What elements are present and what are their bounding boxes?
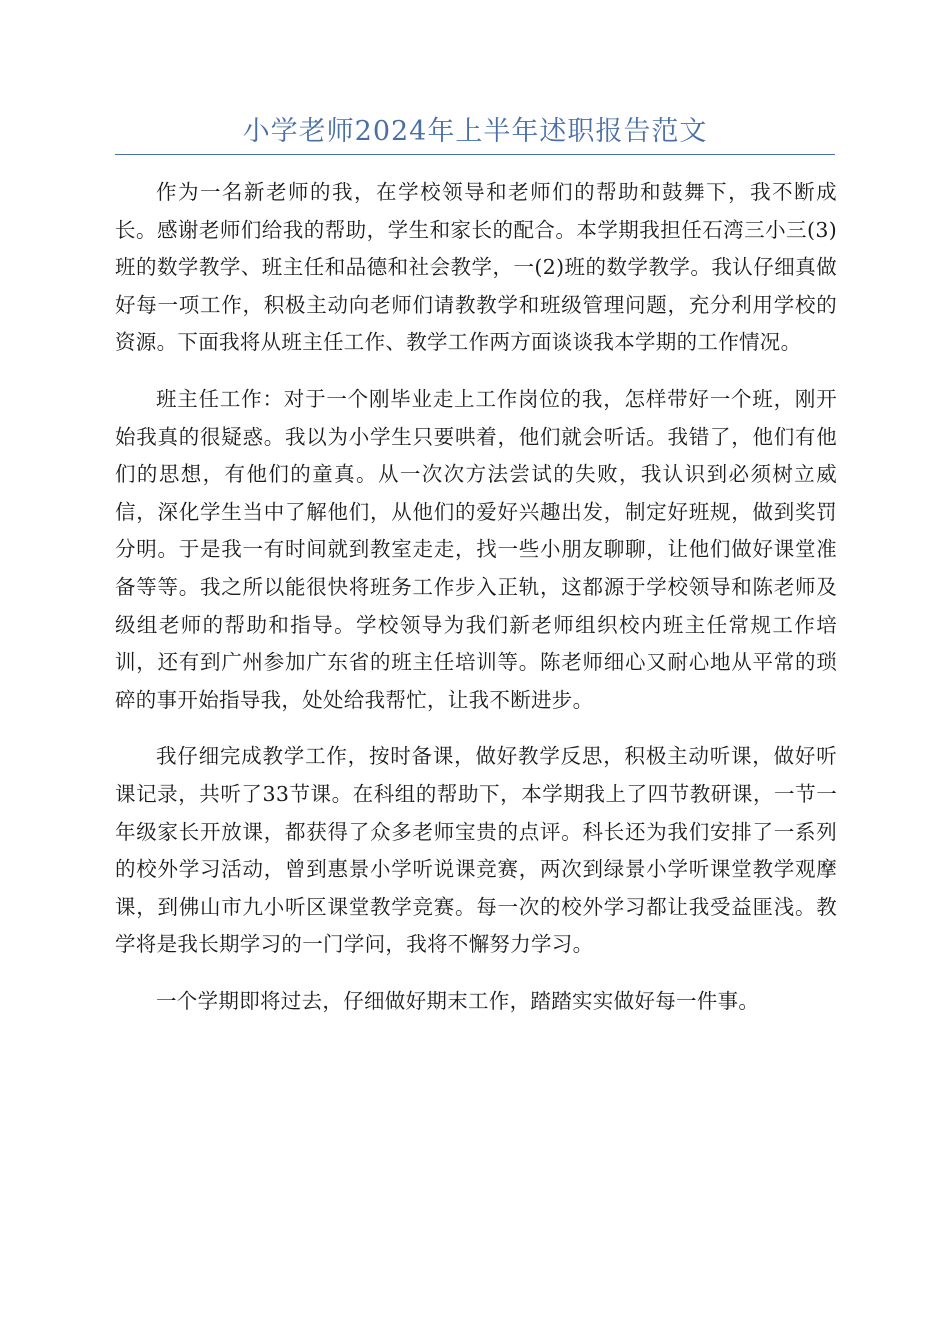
title-underline — [115, 154, 835, 155]
paragraph-teaching-work: 我仔细完成教学工作，按时备课，做好教学反思，积极主动听课，做好听课记录，共听了33节课。在科组的帮助下，本学期我上了四节教研课，一节一年级家长开放课，都获得了众多老师宝贵的点评。科长还为我们安排了一系列的校外学习活动，曾到惠景小学听说课竞赛，两次到绿景小学听课堂教学观摩课，到佛山市九小听区课堂教学竞赛。每一次的校外学习都让我受益匪浅。教学将是我长期学习的一门学问，我将不懈努力学习。 — [115, 744, 837, 957]
document-body — [115, 174, 837, 1039]
document-title: 小学老师2024年上半年述职报告范文 — [242, 116, 708, 147]
paragraph-class-teacher-work: 班主任工作：对于一个刚毕业走上工作岗位的我，怎样带好一个班，刚开始我真的很疑惑。我以为小学生只要哄着，他们就会听话。我错了，他们有他们的思想，有他们的童真。从一次次方法尝试的失败，我认识到必须树立威信，深化学生当中了解他们，从他们的爱好兴趣出发，制定好班规，做到奖罚分明。于是我一有时间就到教室走走，找一些小朋友聊聊，让他们做好课堂准备等等。我之所以能很快将班务工作步入正轨，这都源于学校领导和陈老师及级组老师的帮助和指导。学校领导为我们新老师组织校内班主任常规工作培训，还有到广州参加广东省的班主任培训等。陈老师细心又耐心地从平常的琐碎的事开始指导我，处处给我帮忙，让我不断进步。 — [115, 386, 837, 712]
paragraph-intro: 作为一名新老师的我，在学校领导和老师们的帮助和鼓舞下，我不断成长。感谢老师们给我的帮助，学生和家长的配合。本学期我担任石湾三小三(3)班的数学教学、班主任和品德和社会教学，一(2)班的数学教学。我认仔细真做好每一项工作，积极主动向老师们请教教学和班级管理问题，充分利用学校的资源。下面我将从班主任工作、教学工作两方面谈谈我本学期的工作情况。 — [115, 180, 837, 355]
paragraph-conclusion: 一个学期即将过去，仔细做好期末工作，踏踏实实做好每一件事。 — [156, 988, 760, 1013]
